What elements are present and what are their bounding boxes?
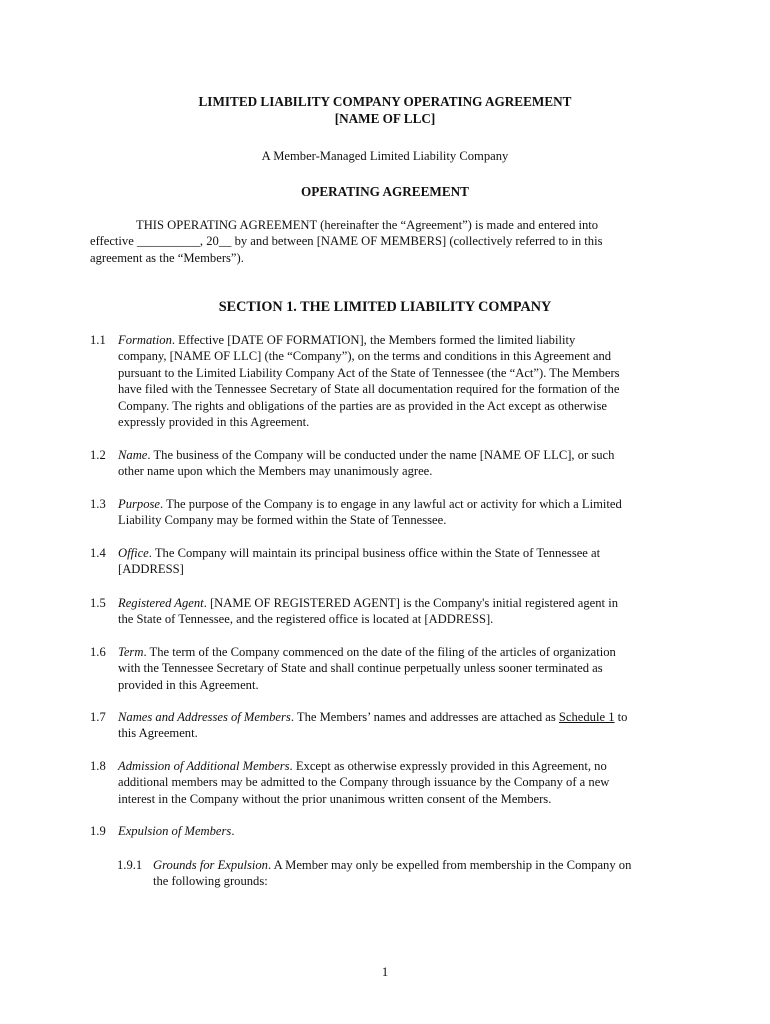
- clause-text: provided in this Agreement.: [118, 677, 259, 692]
- clause-number: 1.2: [90, 448, 106, 462]
- clause-text: other name upon which the Members may unanimously agree.: [118, 464, 433, 479]
- clause-text: . A Member may only be expelled from membership in the Company on: [267, 858, 632, 872]
- document-title: LIMITED LIABILITY COMPANY OPERATING AGREEMENT: [198, 94, 572, 109]
- clause-term: Formation: [118, 333, 172, 347]
- clause-term: Grounds for Expulsion: [153, 858, 268, 872]
- clause-term: Registered Agent: [118, 596, 204, 610]
- clause-number: 1.3: [90, 497, 106, 511]
- clause-term: Admission of Additional Members: [118, 759, 290, 773]
- intro-paragraph: [90, 217, 690, 266]
- clause-text: . The term of the Company commenced on the date of the filing of the articles of organization: [143, 645, 616, 659]
- clause-text: have filed with the Tennessee Secretary of State all documentation required for the formation of the: [118, 382, 620, 397]
- clause-term: Names and Addresses of Members: [118, 710, 291, 724]
- clause-text: . [NAME OF REGISTERED AGENT] is the Company's initial registered agent in: [203, 596, 618, 610]
- clause-text: this Agreement.: [118, 726, 198, 741]
- clause-1-3: [90, 496, 690, 529]
- clause-text: [ADDRESS]: [118, 562, 184, 577]
- clause-text: . The purpose of the Company is to engage in any lawful act or activity for which a Limited: [159, 497, 622, 511]
- clause-number: 1.9: [90, 824, 106, 838]
- clause-number: 1.7: [90, 710, 106, 724]
- clause-1-2: [90, 447, 690, 480]
- clause-text: pursuant to the Limited Liability Company Act of the State of Tennessee (the “Act”). The Members: [118, 365, 620, 380]
- operating-agreement-heading: OPERATING AGREEMENT: [301, 184, 469, 199]
- clause-1-9: [90, 823, 690, 839]
- clause-1-9-1: [117, 857, 717, 890]
- clause-text: with the Tennessee Secretary of State and shall continue perpetually unless sooner terminated as: [118, 661, 603, 676]
- clause-term: Expulsion of Members: [118, 824, 232, 838]
- clause-number: 1.6: [90, 645, 106, 659]
- clause-term: Name: [118, 448, 148, 462]
- clause-number: 1.4: [90, 546, 106, 560]
- clause-text: the State of Tennessee, and the registered office is located at [ADDRESS].: [118, 612, 494, 627]
- clause-text: Company. The rights and obligations of the parties are as provided in the Act except as otherwise: [118, 398, 607, 413]
- section-1-heading: SECTION 1. THE LIMITED LIABILITY COMPANY: [218, 299, 552, 315]
- clause-term: Office: [118, 546, 149, 560]
- clause-text: to: [614, 710, 628, 724]
- clause-number: 1.5: [90, 596, 106, 610]
- clause-1-6: [90, 644, 690, 693]
- clause-1-7: [90, 709, 690, 742]
- schedule-1-link[interactable]: Schedule 1: [558, 710, 615, 724]
- clause-term: Term: [118, 645, 144, 659]
- clause-text: .: [231, 824, 235, 838]
- intro-line: THIS OPERATING AGREEMENT (hereinafter the “Agreement”) is made and entered into: [136, 218, 599, 232]
- clause-text: the following grounds:: [153, 874, 268, 889]
- clause-number: 1.1: [90, 333, 106, 347]
- clause-text: interest in the Company without the prior unanimous written consent of the Members.: [118, 791, 552, 806]
- clause-text: additional members may be admitted to the Company through issuance by the Company of a new: [118, 775, 610, 790]
- llc-name-placeholder: [NAME OF LLC]: [334, 111, 436, 126]
- clause-text: expressly provided in this Agreement.: [118, 415, 310, 430]
- clause-1-5: [90, 595, 690, 628]
- clause-text: . Except as otherwise expressly provided in this Agreement, no: [289, 759, 607, 773]
- intro-line: effective __________, 20__ by and between [NAME OF MEMBERS] (collectively referred to in this: [90, 234, 603, 249]
- document-subtitle: A Member-Managed Limited Liability Company: [261, 149, 509, 163]
- clause-text: . The Members’ names and addresses are attached as: [290, 710, 559, 724]
- clause-text: . The Company will maintain its principal business office within the State of Tennessee at: [148, 546, 601, 560]
- page-number: 1: [381, 965, 389, 979]
- clause-number: 1.8: [90, 759, 106, 773]
- clause-1-1: [90, 332, 690, 430]
- clause-1-8: [90, 758, 690, 807]
- clause-text: . Effective [DATE OF FORMATION], the Members formed the limited liability: [171, 333, 576, 347]
- clause-text: company, [NAME OF LLC] (the “Company”), on the terms and conditions in this Agreement and: [118, 349, 612, 364]
- clause-term: Purpose: [118, 497, 160, 511]
- clause-1-4: [90, 545, 690, 578]
- clause-number: 1.9.1: [117, 858, 143, 872]
- intro-line: agreement as the “Members”).: [90, 250, 244, 265]
- clause-text: . The business of the Company will be conducted under the name [NAME OF LLC], or such: [147, 448, 615, 462]
- clause-text: Liability Company may be formed within the State of Tennessee.: [118, 513, 447, 528]
